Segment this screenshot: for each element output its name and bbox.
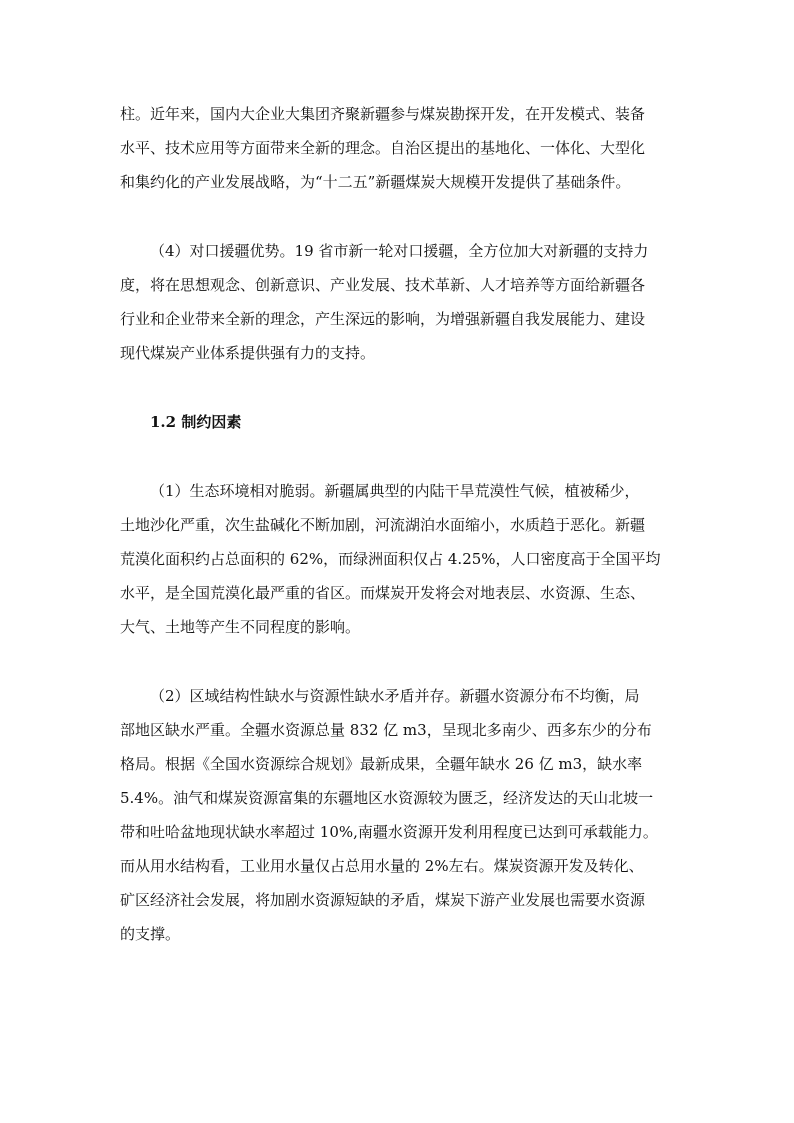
- text-line: 和集约化的产业发展战略，为“十二五”新疆煤炭大规模开发提供了基础条件。: [120, 173, 631, 191]
- document-page: [120, 97, 680, 951]
- paragraph-gap: [120, 439, 680, 474]
- text-line: 大气、土地等产生不同程度的影响。: [120, 618, 361, 636]
- text-line: 度，将在思想观念、创新意识、产业发展、技术革新、人才培养等方面给新疆各: [120, 276, 646, 294]
- text-line: 的支撑。: [120, 925, 181, 943]
- text-line: 水平，是全国荒漠化最严重的省区。而煤炭开发将会对地表层、水资源、生态、: [120, 584, 646, 602]
- paragraph-water-shortage: [120, 679, 680, 951]
- section-heading: 1.2 制约因素: [150, 413, 242, 431]
- text-line: 现代煤炭产业体系提供强有力的支持。: [120, 344, 376, 362]
- text-line: 荒漠化面积约占总面积的 62%，而绿洲面积仅占 4.25%，人口密度高于全国平均: [120, 550, 661, 568]
- text-line: （2）区域结构性缺水与资源性缺水矛盾并存。新疆水资源分布不均衡，局: [150, 687, 640, 705]
- text-line: 带和吐哈盆地现状缺水率超过 10%,南疆水资源开发利用程度已达到可承载能力。: [120, 823, 658, 841]
- paragraph-gap: [120, 199, 680, 234]
- text-line: 而从用水结构看，工业用水量仅占总用水量的 2%左右。煤炭资源开发及转化、: [120, 857, 644, 875]
- text-line: 矿区经济社会发展，将加剧水资源短缺的矛盾，煤炭下游产业发展也需要水资源: [120, 891, 646, 909]
- text-line: 柱。近年来，国内大企业大集团齐聚新疆参与煤炭勘探开发，在开发模式、装备: [120, 105, 646, 123]
- paragraph-gap: [120, 644, 680, 679]
- text-line: 水平、技术应用等方面带来全新的理念。自治区提出的基地化、一体化、大型化: [120, 139, 646, 157]
- paragraph-gap: [120, 370, 680, 405]
- text-line: （1）生态环境相对脆弱。新疆属典型的内陆干旱荒漠性气候，植被稀少，: [150, 482, 640, 500]
- text-line: 5.4%。油气和煤炭资源富集的东疆地区水资源较为匮乏，经济发达的天山北坡一: [120, 789, 654, 807]
- paragraph-ecological-environment: [120, 474, 680, 644]
- text-line: 土地沙化严重，次生盐碱化不断加剧，河流湖泊水面缩小，水质趋于恶化。新疆: [120, 516, 646, 534]
- text-line: 格局。根据《全国水资源综合规划》最新成果，全疆年缺水 26 亿 m3，缺水率: [120, 755, 643, 773]
- paragraph-development-conditions: [120, 97, 680, 199]
- text-line: 行业和企业带来全新的理念，产生深远的影响，为增强新疆自我发展能力、建设: [120, 310, 646, 328]
- text-line: 部地区缺水严重。全疆水资源总量 832 亿 m3，呈现北多南少、西多东少的分布: [120, 721, 652, 739]
- text-line: （4）对口援疆优势。19 省市新一轮对口援疆，全方位加大对新疆的支持力: [150, 242, 649, 260]
- paragraph-paired-assistance: [120, 234, 680, 370]
